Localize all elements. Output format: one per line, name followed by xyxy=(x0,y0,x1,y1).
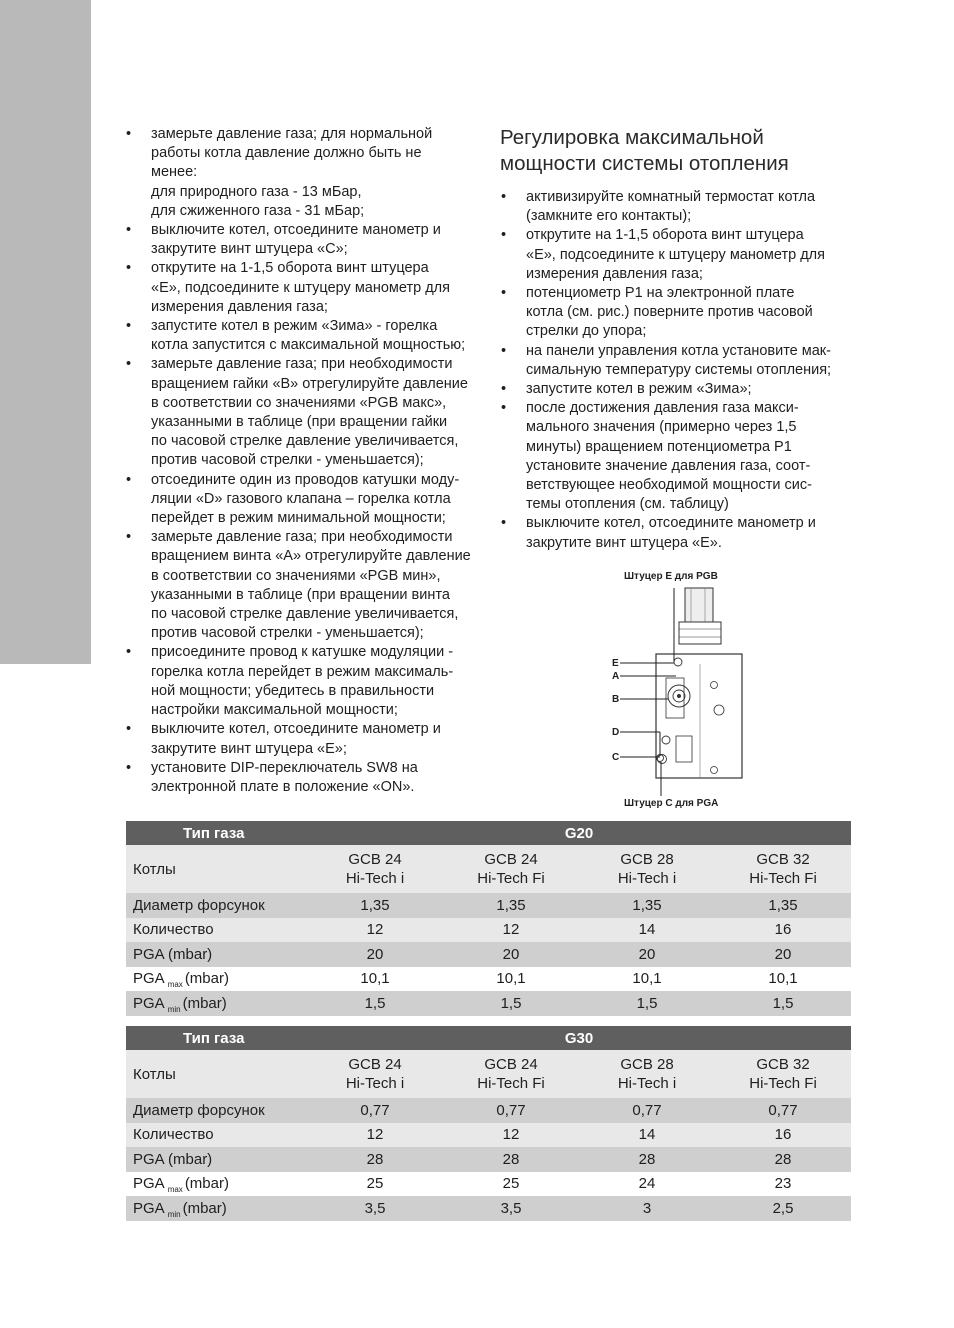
diagram-letter-d: D xyxy=(612,727,620,738)
table-cell: 20 xyxy=(579,942,715,967)
bullet-text-line: отсоедините один из проводов катушки моду- xyxy=(151,471,460,488)
model-cell: GCB 24 Hi-Tech Fi xyxy=(443,1050,579,1098)
bullet-text-line: электронной плате в положение «ON». xyxy=(151,778,415,795)
bullet-text-line: против часовой стрелки - уменьшается); xyxy=(151,452,424,469)
bullet-text-line: настройки максимальной мощности; xyxy=(151,702,398,719)
bullet-text-line: темы отопления (см. таблицу) xyxy=(526,496,729,513)
bullet-marker: • xyxy=(126,222,132,239)
gas-valve-drawing xyxy=(600,566,750,811)
table-cell: 3,5 xyxy=(443,1196,579,1221)
bullet-item xyxy=(125,317,485,355)
bullet-item xyxy=(125,471,485,529)
table-cell: 12 xyxy=(443,918,579,943)
bullet-item xyxy=(125,355,485,470)
model-cell: GCB 28 Hi-Tech i xyxy=(579,845,715,893)
table-cell: 3,5 xyxy=(307,1196,443,1221)
table-row xyxy=(126,893,851,918)
bullet-text-line: закрутите винт штуцера «С»; xyxy=(151,241,348,258)
table-row xyxy=(126,1098,851,1123)
row-label: PGA $_{max}$ (mbar) xyxy=(126,967,307,992)
bullet-text-line: для сжиженного газа - 31 мБар; xyxy=(151,202,365,219)
bullet-text-line: запустите котел в режим «Зима» - горелка xyxy=(151,318,438,335)
table-cell: 28 xyxy=(307,1147,443,1172)
bullet-text-line: открутите на 1-1,5 оборота винт штуцера xyxy=(526,227,804,244)
model-cell: GCB 24 Hi-Tech Fi xyxy=(443,845,579,893)
left-column xyxy=(125,125,485,797)
bullet-text-line: выключите котел, отсоедините манометр и xyxy=(151,222,441,239)
bullet-text-line: ной мощности; убедитесь в правильности xyxy=(151,682,435,699)
table-row xyxy=(126,942,851,967)
bullet-marker: • xyxy=(126,759,132,776)
model-cell: GCB 28 Hi-Tech i xyxy=(579,1050,715,1098)
table-cell: 3 xyxy=(579,1196,715,1221)
model-cell: GCB 32 Hi-Tech Fi xyxy=(715,1050,851,1098)
bullet-item xyxy=(500,226,860,284)
bullet-marker: • xyxy=(126,721,132,738)
bullet-marker: • xyxy=(126,318,132,335)
bullet-marker: • xyxy=(126,356,132,373)
table-cell: 1,5 xyxy=(579,991,715,1016)
bullet-text-line: для природного газа - 13 мБар, xyxy=(151,183,362,200)
bullet-text-line: ляции «D» газового клапана – горелка котла xyxy=(151,490,451,507)
table-cell: 14 xyxy=(579,1123,715,1148)
gas-table-g20 xyxy=(126,821,851,1016)
diagram-letter-c: C xyxy=(612,752,620,763)
table-cell: 24 xyxy=(579,1172,715,1197)
model-cell: GCB 24 Hi-Tech i xyxy=(307,1050,443,1098)
section-title-line: Регулировка максимальной xyxy=(500,126,764,149)
bullet-text-line: замерьте давление газа; для нормальной xyxy=(151,126,433,142)
bullet-item xyxy=(125,528,485,643)
bullet-item xyxy=(125,259,485,317)
table-row xyxy=(126,967,851,992)
bullet-text-line: горелка котла перейдет в режим максималь- xyxy=(151,663,454,680)
bullet-text-line: закрутите винт штуцера «Е». xyxy=(526,534,722,551)
bullet-text-line: ветствующее необходимой мощности сис- xyxy=(526,477,812,494)
table-cell: 23 xyxy=(715,1172,851,1197)
bullet-text-line: «Е», подсоедините к штуцеру манометр для xyxy=(151,279,450,296)
bullet-text-line: установите значение давления газа, соот- xyxy=(526,457,811,474)
bullet-text-line: в соответствии со значениями «PGB мин», xyxy=(151,567,441,584)
bullet-text-line: указанными в таблице (при вращении гайки xyxy=(151,414,448,431)
bullet-text-line: запустите котел в режим «Зима»; xyxy=(526,381,752,398)
bullet-item xyxy=(125,759,485,797)
bullet-marker: • xyxy=(126,529,132,546)
table-cell: 28 xyxy=(443,1147,579,1172)
bullet-text-line: перейдет в режим минимальной мощности; xyxy=(151,510,446,527)
row-label: Количество xyxy=(126,918,307,943)
gas-type-label: Тип газа xyxy=(126,821,307,845)
bullet-text-line: указанными в таблице (при вращении винта xyxy=(151,586,450,603)
bullet-item xyxy=(125,125,485,221)
bullet-marker: • xyxy=(501,515,507,532)
table-cell: 20 xyxy=(715,942,851,967)
table-cell: 1,35 xyxy=(715,893,851,918)
bullet-item xyxy=(500,399,860,514)
row-label: PGA $_{min}$ (mbar) xyxy=(126,991,307,1016)
bullet-item xyxy=(500,342,860,380)
bullet-text-line: после достижения давления газа макси- xyxy=(526,400,799,417)
bullet-text-line: потенциометр Р1 на электронной плате xyxy=(526,285,795,302)
side-color-bar xyxy=(0,0,91,664)
bullet-text-line: вращением гайки «В» отрегулируйте давление xyxy=(151,375,468,392)
table-cell: 10,1 xyxy=(715,967,851,992)
bullet-text-line: замерьте давление газа; при необходимости xyxy=(151,529,453,546)
bullet-text-line: стрелки до упора; xyxy=(526,323,647,340)
table-cell: 12 xyxy=(307,1123,443,1148)
table-cell: 10,1 xyxy=(307,967,443,992)
row-label: PGA $_{min}$ (mbar) xyxy=(126,1196,307,1221)
row-label: Котлы xyxy=(126,1050,307,1098)
table-cell: 25 xyxy=(307,1172,443,1197)
bullet-text-line: мального значения (примерно через 1,5 xyxy=(526,419,797,436)
gas-valve-diagram xyxy=(600,566,750,811)
section-title xyxy=(500,125,860,177)
table-row xyxy=(126,991,851,1016)
right-bullet-list xyxy=(500,188,860,553)
row-label: Количество xyxy=(126,1123,307,1148)
table-row xyxy=(126,918,851,943)
bullet-item xyxy=(500,284,860,342)
table-cell: 16 xyxy=(715,918,851,943)
bullet-text-line: открутите на 1-1,5 оборота винт штуцера xyxy=(151,260,429,277)
table-cell: 0,77 xyxy=(715,1098,851,1123)
diagram-bottom-label: Штуцер С для PGA xyxy=(624,798,719,809)
bullet-text-line: вращением винта «А» отрегулируйте давление xyxy=(151,548,471,565)
bullet-marker: • xyxy=(126,644,132,661)
bullet-text-line: «Е», подсоедините к штуцеру манометр для xyxy=(526,246,825,263)
bullet-text-line: (замкните его контакты); xyxy=(526,208,692,225)
section-title-line: мощности системы отопления xyxy=(500,152,789,175)
table-cell: 0,77 xyxy=(579,1098,715,1123)
table-cell: 2,5 xyxy=(715,1196,851,1221)
bullet-text-line: измерения давления газа; xyxy=(151,298,328,315)
diagram-top-label: Штуцер Е для PGB xyxy=(624,571,718,582)
row-label: PGA (mbar) xyxy=(126,942,307,967)
table-cell: 14 xyxy=(579,918,715,943)
table-row xyxy=(126,1123,851,1148)
gas-name: G30 xyxy=(307,1026,851,1050)
table-cell: 16 xyxy=(715,1123,851,1148)
bullet-item xyxy=(500,514,860,552)
bullet-text-line: закрутите винт штуцера «Е»; xyxy=(151,740,347,757)
table-header-row xyxy=(126,821,851,845)
table-cell: 1,5 xyxy=(443,991,579,1016)
bullet-text-line: присоедините провод к катушке модуляции - xyxy=(151,644,454,661)
table-cell: 1,5 xyxy=(715,991,851,1016)
bullet-text-line: против часовой стрелки - уменьшается); xyxy=(151,625,424,642)
table-cell: 10,1 xyxy=(579,967,715,992)
model-cell: GCB 32 Hi-Tech Fi xyxy=(715,845,851,893)
bullet-text-line: активизируйте комнатный термостат котла xyxy=(526,189,816,205)
table-row xyxy=(126,1172,851,1197)
bullet-text-line: измерения давления газа; xyxy=(526,265,703,282)
table-cell: 0,77 xyxy=(307,1098,443,1123)
table-row xyxy=(126,1196,851,1221)
table-cell: 12 xyxy=(307,918,443,943)
table-models-row xyxy=(126,1050,851,1098)
bullet-item xyxy=(125,221,485,259)
bullet-text-line: выключите котел, отсоедините манометр и xyxy=(526,515,816,532)
diagram-letter-b: B xyxy=(612,694,620,705)
right-column xyxy=(500,125,860,553)
table-cell: 10,1 xyxy=(443,967,579,992)
bullet-text-line: по часовой стрелке давление увеличивается, xyxy=(151,606,459,623)
table-cell: 20 xyxy=(307,942,443,967)
table-cell: 20 xyxy=(443,942,579,967)
table-cell: 1,35 xyxy=(443,893,579,918)
bullet-text-line: по часовой стрелке давление увеличивается, xyxy=(151,433,459,450)
bullet-text-line: котла запустится с максимальной мощностью; xyxy=(151,337,466,354)
bullet-text-line: установите DIP-переключатель SW8 на xyxy=(151,759,418,776)
table-cell: 28 xyxy=(579,1147,715,1172)
bullet-text-line: выключите котел, отсоедините манометр и xyxy=(151,721,441,738)
bullet-text-line: котла (см. рис.) поверните против часовой xyxy=(526,304,813,321)
row-label: Котлы xyxy=(126,845,307,893)
bullet-marker: • xyxy=(126,260,132,277)
bullet-marker: • xyxy=(126,471,132,488)
table-cell: 1,35 xyxy=(307,893,443,918)
table-cell: 12 xyxy=(443,1123,579,1148)
diagram-letter-e: E xyxy=(612,658,619,669)
bullet-marker: • xyxy=(501,400,507,417)
table-cell: 0,77 xyxy=(443,1098,579,1123)
diagram-letter-a: A xyxy=(612,671,620,682)
gas-name: G20 xyxy=(307,821,851,845)
table-cell: 1,5 xyxy=(307,991,443,1016)
bullet-item xyxy=(500,188,860,226)
table-row xyxy=(126,1147,851,1172)
bullet-item xyxy=(125,720,485,758)
bullet-marker: • xyxy=(501,381,507,398)
bullet-item xyxy=(125,643,485,720)
bullet-marker: • xyxy=(501,342,507,359)
bullet-text-line: менее: xyxy=(151,164,198,181)
gas-table-g30 xyxy=(126,1026,851,1221)
table-cell: 25 xyxy=(443,1172,579,1197)
row-label: PGA $_{max}$ (mbar) xyxy=(126,1172,307,1197)
table-cell: 28 xyxy=(715,1147,851,1172)
bullet-text-line: в соответствии со значениями «PGB макс», xyxy=(151,394,447,411)
bullet-text-line: работы котла давление должно быть не xyxy=(151,145,422,162)
table-models-row xyxy=(126,845,851,893)
left-bullet-list xyxy=(125,125,485,797)
bullet-marker: • xyxy=(501,189,507,205)
table-header-row xyxy=(126,1026,851,1050)
bullet-text-line: минуты) вращением потенциометра Р1 xyxy=(526,438,792,455)
bullet-text-line: симальную температуру системы отопления; xyxy=(526,361,832,378)
row-label: Диаметр форсунок xyxy=(126,1098,307,1123)
gas-type-label: Тип газа xyxy=(126,1026,307,1050)
bullet-marker: • xyxy=(501,227,507,244)
bullet-item xyxy=(500,380,860,399)
bullet-text-line: на панели управления котла установите мак- xyxy=(526,342,831,359)
table-cell: 1,35 xyxy=(579,893,715,918)
bullet-text-line: замерьте давление газа; при необходимости xyxy=(151,356,453,373)
bullet-marker: • xyxy=(126,126,132,142)
model-cell: GCB 24 Hi-Tech i xyxy=(307,845,443,893)
row-label: Диаметр форсунок xyxy=(126,893,307,918)
row-label: PGA (mbar) xyxy=(126,1147,307,1172)
bullet-marker: • xyxy=(501,285,507,302)
